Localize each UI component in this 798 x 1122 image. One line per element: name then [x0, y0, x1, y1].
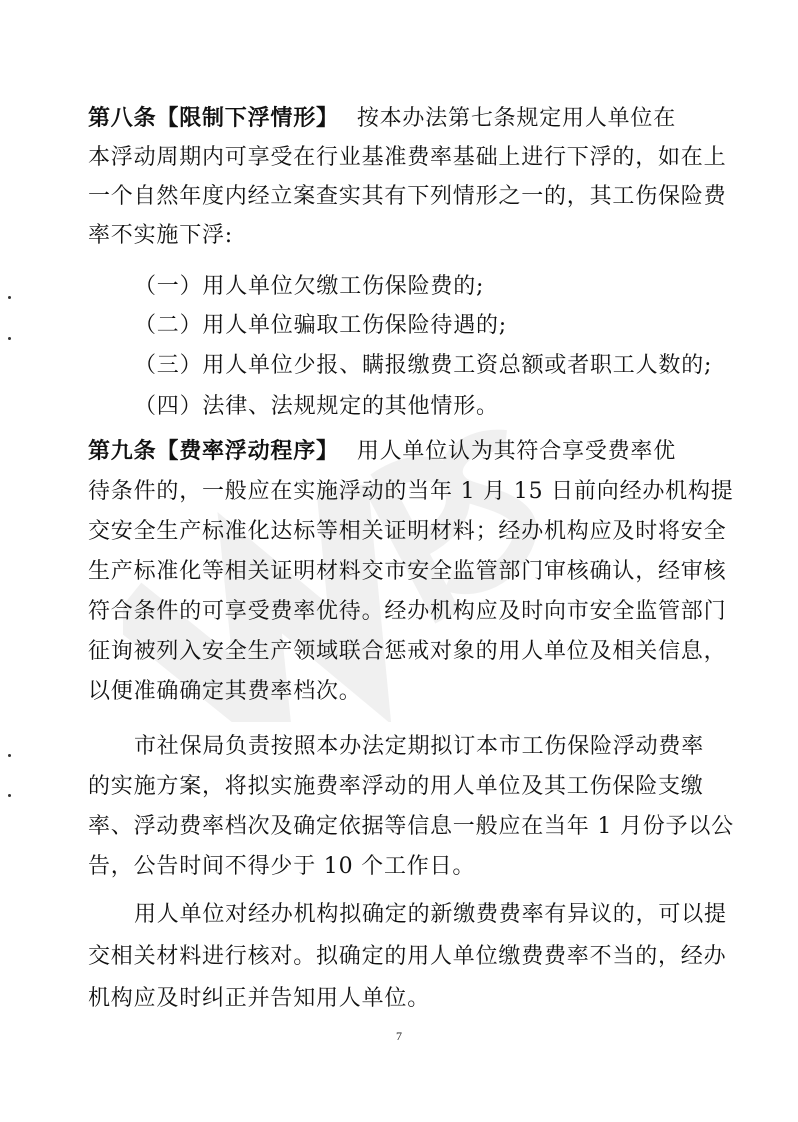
paragraph-line: 生产标准化等相关证明材料交市安全监管部门审核确认，经审核: [88, 559, 727, 584]
scan-mark: [8, 337, 11, 340]
paragraph-line: 征询被列入安全生产领域联合惩戒对象的用人单位及相关信息，: [88, 639, 727, 664]
paragraph-line: 率、浮动费率档次及确定依据等信息一般应在当年 1 月份予以公: [88, 814, 734, 839]
scan-mark: [8, 296, 11, 299]
paragraph-line: 交相关材料进行核对。拟确定的用人单位缴费费率不当的，经办: [88, 944, 727, 969]
paragraph-first-line: 市社保局负责按照本办法定期拟订本市工伤保险浮动费率: [134, 734, 705, 759]
paragraph-line: 以便准确确定其费率档次。: [88, 679, 362, 704]
article-nine-heading-text: 用人单位认为其符合享受费率优: [356, 439, 677, 464]
paragraph-line: 待条件的，一般应在实施浮动的当年 1 月 15 日前向经办机构提: [88, 479, 734, 504]
paragraph-line: 交安全生产标准化达标等相关证明材料；经办机构应及时将安全: [88, 519, 727, 544]
list-item-three: （三）用人单位少报、瞒报缴费工资总额或者职工人数的;: [134, 353, 713, 378]
watermark-text: WPS: [338, 542, 378, 561]
paragraph-line: 告，公告时间不得少于 10 个工作日。: [88, 854, 476, 879]
list-item-four: （四）法律、法规规定的其他情形。: [134, 394, 499, 419]
paragraph-line: 机构应及时纠正并告知用人单位。: [88, 986, 431, 1011]
scan-mark: [8, 754, 11, 757]
article-eight-heading-text: 按本办法第七条规定用人单位在: [356, 106, 677, 131]
article-nine-title: 第九条【费率浮动程序】: [88, 439, 339, 464]
paragraph-line: 率不实施下浮:: [88, 223, 234, 248]
scan-mark: [8, 794, 11, 797]
article-eight-heading-line: [88, 100, 688, 138]
paragraph-line: 符合条件的可享受费率优待。经办机构应及时向市安全监管部门: [88, 599, 727, 624]
list-item-one: （一）用人单位欠缴工伤保险费的;: [134, 274, 485, 299]
paragraph-line: 一个自然年度内经立案查实其有下列情形之一的，其工伤保险费: [88, 184, 727, 209]
list-item-two: （二）用人单位骗取工伤保险待遇的;: [134, 313, 508, 338]
paragraph-line: 本浮动周期内可享受在行业基准费率基础上进行下浮的，如在上: [88, 145, 727, 170]
page-number: 7: [396, 1029, 402, 1043]
article-nine-heading-line: [88, 433, 688, 471]
paragraph-first-line: 用人单位对经办机构拟确定的新缴费费率有异议的，可以提: [134, 902, 727, 927]
paragraph-line: 的实施方案，将拟实施费率浮动的用人单位及其工伤保险支缴: [88, 774, 704, 799]
article-eight-title: 第八条【限制下浮情形】: [88, 106, 339, 131]
